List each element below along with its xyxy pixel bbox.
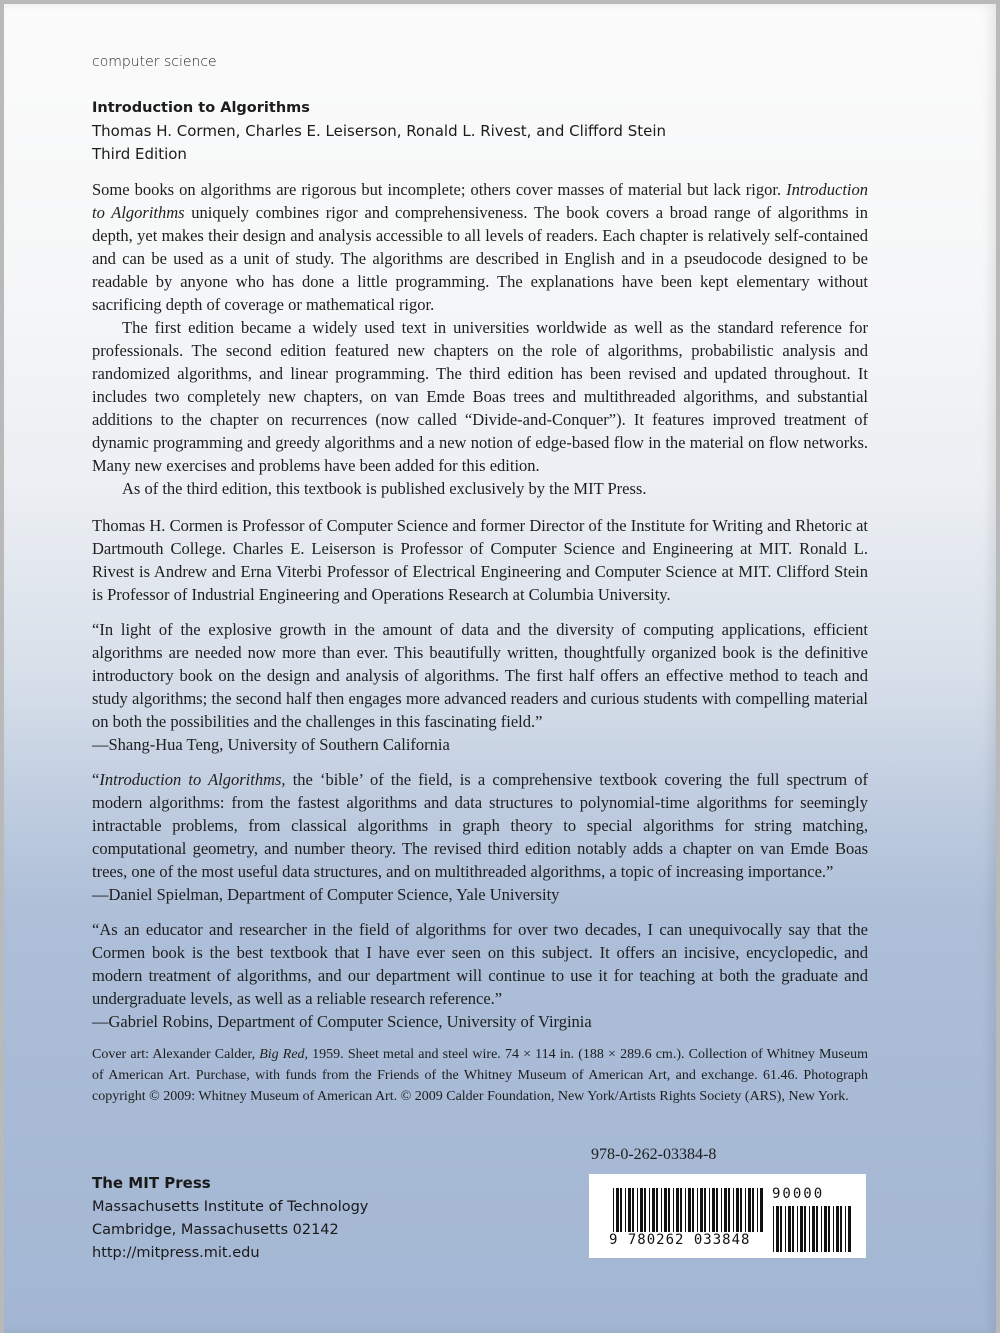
- barcode-bar: [821, 1206, 822, 1252]
- barcode-bar: [773, 1206, 774, 1252]
- barcode-bar: [688, 1188, 691, 1232]
- description-paragraph: As of the third edition, this textbook is published exclusively by the MIT Press.: [122, 479, 647, 498]
- barcode-bar: [745, 1188, 746, 1232]
- quote-text: “As an educator and researcher in the field of algorithms for over two decades, I can unequivocally say that the Cormen book is the best textbook that I have ever seen on this subject. It offers an incisive, encyclopedic, and modern treatment of algorithms, and our department will continue to use it for teaching at both the graduate and undergraduate levels, as well as a reliable research reference.”: [92, 920, 868, 1008]
- barcode-bar: [673, 1188, 674, 1232]
- quote-text: “Introduction to Algorithms, the ‘bible’ of the field, is a comprehensive textbook covering the full spectrum of modern algorithms: from the fastest algorithms and data structures to polynomial-time algorithms for seemingly intractable problems, from classical algorithms in graph theory to special algorithms for string matching, computational geometry, and number theory. The revised third edition notably adds a chapter on van Emde Boas trees, one of the most useful data structures, and on multithreaded algorithms, a topic of increasing importance.”: [92, 770, 868, 881]
- barcode-bar: [712, 1188, 715, 1232]
- barcode-bar: [804, 1206, 806, 1252]
- barcode-bar: [776, 1206, 779, 1252]
- barcode-bar: [676, 1188, 679, 1232]
- barcode-bar: [824, 1206, 827, 1252]
- book-description: [92, 178, 868, 500]
- barcode-bar: [816, 1206, 818, 1252]
- publisher-line: Cambridge, Massachusetts 02142: [92, 1222, 339, 1238]
- barcode-bar: [792, 1206, 794, 1252]
- book-title: Introduction to Algorithms: [92, 100, 310, 116]
- barcode-bar: [845, 1206, 846, 1252]
- barcode-bar: [812, 1206, 815, 1252]
- barcode-bar: [736, 1188, 739, 1232]
- barcode-bar: [664, 1188, 667, 1232]
- barcode-bar: [644, 1188, 646, 1232]
- publisher-line: Massachusetts Institute of Technology: [92, 1199, 369, 1215]
- barcode-bar: [809, 1206, 810, 1252]
- description-paragraph: Some books on algorithms are rigorous but incomplete; others cover masses of material but lack rigor. Introduction to Algorithms uniquely combines rigor and comprehensiveness. The book covers a broad range of algorithms in depth, yet makes their design and analysis accessible to all levels of readers. Each chapter is relatively self-contained and can be used as a unit of study. The algorithms are described in English and in a pseudocode designed to be readable by anyone who has done a little programming. The explanations have been kept elementary without sacrificing depth of coverage or mathematical rigor.: [92, 180, 868, 314]
- quote-teng: [92, 618, 868, 756]
- barcode-bar: [620, 1188, 622, 1232]
- barcode-bar: [828, 1206, 830, 1252]
- barcode-bar: [628, 1188, 631, 1232]
- barcode-bar: [692, 1188, 694, 1232]
- barcode-bar: [637, 1188, 638, 1232]
- quote-text: “In light of the explosive growth in the amount of data and the diversity of computing applications, efficient algorithms are needed now more than ever. This beautifully written, thoughtfully organized book is the definitive introductory book on the design and analysis of algorithms. The first half offers an effective method to teach and study algorithms; the second half then engages more advanced readers and curious students with compelling material on both the possibilities and the challenges in this fascinating field.”: [92, 620, 868, 731]
- barcode-bar: [616, 1188, 619, 1232]
- barcode-bar: [760, 1188, 763, 1232]
- barcode-addon-digits: 90000: [772, 1186, 825, 1202]
- barcode-bar: [848, 1206, 851, 1252]
- barcode-bar: [656, 1188, 658, 1232]
- barcode-bar: [836, 1206, 839, 1252]
- book-header: [92, 100, 666, 166]
- author-bios: Thomas H. Cormen is Professor of Computer Science and former Director of the Institute for Writing and Rhetoric at Dartmouth College. Charles E. Leiserson is Professor of Computer Science and Engineering at MIT. Ronald L. Rivest is Andrew and Erna Viterbi Professor of Electrical Engineering and Computer Science at MIT. Clifford Stein is Professor of Industrial Engineering and Operations Research at Columbia University.: [92, 516, 868, 604]
- barcode-bar: [733, 1188, 734, 1232]
- quote-attribution: —Gabriel Robins, Department of Computer Science, University of Virginia: [92, 1012, 592, 1031]
- barcode-bar: [757, 1188, 758, 1232]
- quote-robins: [92, 918, 868, 1033]
- category-label: computer science: [92, 54, 217, 70]
- barcode-bar: [797, 1206, 798, 1252]
- barcode-bar: [752, 1188, 754, 1232]
- barcode-bar: [788, 1206, 791, 1252]
- barcode-bar: [704, 1188, 706, 1232]
- isbn-barcode: [589, 1174, 866, 1258]
- barcode-bar: [724, 1188, 727, 1232]
- publisher-name: The MIT Press: [92, 1174, 211, 1192]
- barcode-bar: [800, 1206, 803, 1252]
- barcode-bar: [833, 1206, 834, 1252]
- barcode-bar: [740, 1188, 742, 1232]
- barcode-bar: [748, 1188, 751, 1232]
- barcode-bar: [632, 1188, 634, 1232]
- book-edition: Third Edition: [92, 145, 187, 163]
- barcode-bar: [668, 1188, 670, 1232]
- barcode-bar: [840, 1206, 842, 1252]
- quote-attribution: —Daniel Spielman, Department of Computer Science, Yale University: [92, 885, 560, 904]
- artwork-title: Big Red,: [259, 1047, 309, 1062]
- barcode-bar: [613, 1188, 614, 1232]
- barcode-bar: [685, 1188, 686, 1232]
- isbn-label: 978-0-262-03384-8: [591, 1146, 717, 1163]
- barcode-bar: [640, 1188, 643, 1232]
- barcode-bar: [780, 1206, 782, 1252]
- book-authors: Thomas H. Cormen, Charles E. Leiserson, Ronald L. Rivest, and Clifford Stein: [92, 122, 666, 140]
- barcode-bar: [661, 1188, 662, 1232]
- cover-art-credit: Cover art: Alexander Calder, Big Red, 1959. Sheet metal and steel wire. 74 × 114 in. (188 × 289.6 cm.). Collection of Whitney Museum of American Art. Purchase, with funds from the Friends of the Whitney Museum of American Art, and exchange. 61.46. Photograph copyright © 2009: Whitney Museum of American Art. © 2009 Calder Foundation, New York/Artists Rights Society (ARS), New York.: [92, 1047, 868, 1104]
- barcode-bar: [728, 1188, 730, 1232]
- barcode-digits: 9 780262 033848: [609, 1232, 751, 1248]
- inline-book-title: Introduction to Algorithms: [92, 180, 868, 222]
- barcode-bar: [680, 1188, 682, 1232]
- publisher-url: http://mitpress.mit.edu: [92, 1245, 260, 1261]
- barcode-bar: [700, 1188, 703, 1232]
- description-paragraph: The first edition became a widely used text in universities worldwide as well as the standard reference for professionals. The second edition featured new chapters on the role of algorithms, probabilistic analysis and randomized algorithms, and linear programming. The third edition has been revised and updated throughout. It includes two completely new chapters, on van Emde Boas trees and multithreaded algorithms, and substantial additions to the chapter on recurrences (now called “Divide-and-Conquer”). It features improved treatment of dynamic programming and greedy algorithms and a new notion of edge-based flow in the material on flow networks. Many new exercises and problems have been added for this edition.: [92, 318, 868, 475]
- barcode-bar: [697, 1188, 698, 1232]
- back-cover: [4, 4, 996, 1333]
- barcode-bar: [625, 1188, 626, 1232]
- barcode-bar: [652, 1188, 655, 1232]
- quote-attribution: —Shang-Hua Teng, University of Southern California: [92, 735, 450, 754]
- barcode-bar: [785, 1206, 786, 1252]
- publisher-block: [92, 1174, 368, 1265]
- barcode-bar: [721, 1188, 722, 1232]
- barcode-bar: [649, 1188, 650, 1232]
- barcode-bar: [716, 1188, 718, 1232]
- quote-spielman: [92, 768, 868, 906]
- barcode-bar: [709, 1188, 710, 1232]
